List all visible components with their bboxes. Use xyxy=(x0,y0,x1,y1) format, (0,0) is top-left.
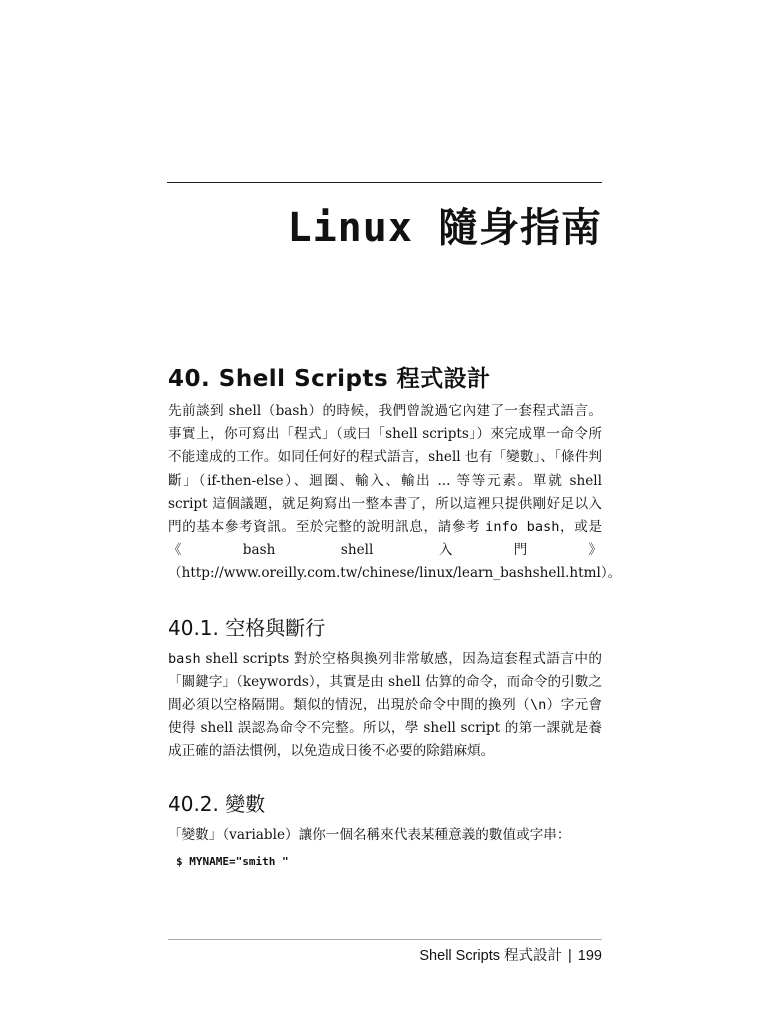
whitespace-paragraph xyxy=(168,648,602,764)
chapter-intro-text-1: 先前談到 shell（bash）的時候，我們曾說過它內建了一套程式語言。事實上，你可寫出「程式」（或曰「shell scripts」）來完成單一命令所不能達成的工作。如同任何好的程式語言，shell 也有「變數」、「條件判斷」（if-then-else）、迴圈、輸入、輸出 ... 等等元素。單就 shell script 這個議題，就足夠寫出一整本書了，所以這裡只提供剛好足以入門的基本參考資訊。至於完整的說明訊息，請參考 xyxy=(168,403,602,536)
chapter-intro-text-2: ，或是《bash shell 入門》（http://www.oreilly.com.tw/chinese/linux/learn_bashshell.html）。 xyxy=(168,519,622,582)
page-content xyxy=(168,362,622,873)
variables-paragraph: 「變數」（variable）讓你一個名稱來代表某種意義的數值或字串： xyxy=(168,826,571,843)
section-heading-whitespace: 40.1. 空格與斷行 xyxy=(168,615,326,640)
whitespace-text-1: shell scripts 對於空格與換列非常敏感，因為這套程式語言中的「關鍵字」（keywords），其實是由 shell 估算的命令，而命令的引數之間必須以空格隔開。類似的情況，出現於命令中間的換列（ xyxy=(168,650,602,714)
chapter-intro-paragraph xyxy=(168,400,622,586)
whitespace-text-2: ）字元會使得 shell 誤認為命令不完整。所以，學 shell script 的第一課就是養成正確的語法慣例，以免造成日後不必要的除錯麻煩。 xyxy=(168,697,603,760)
newline-escape: \n xyxy=(529,697,547,714)
page-number: 199 xyxy=(577,948,602,964)
page-footer xyxy=(419,944,602,965)
book-title: Linux 隨身指南 xyxy=(287,205,602,251)
footer-rule xyxy=(168,939,602,940)
bash-keyword: bash xyxy=(168,650,201,667)
code-example: $ MYNAME="smith " xyxy=(176,854,289,868)
footer-separator: | xyxy=(568,948,572,964)
header-rule xyxy=(167,182,602,183)
section-heading-variables: 40.2. 變數 xyxy=(168,791,266,816)
chapter-heading: 40. Shell Scripts 程式設計 xyxy=(168,366,491,392)
footer-section-title: Shell Scripts 程式設計 xyxy=(419,948,563,964)
info-bash-command: info bash xyxy=(485,519,560,536)
